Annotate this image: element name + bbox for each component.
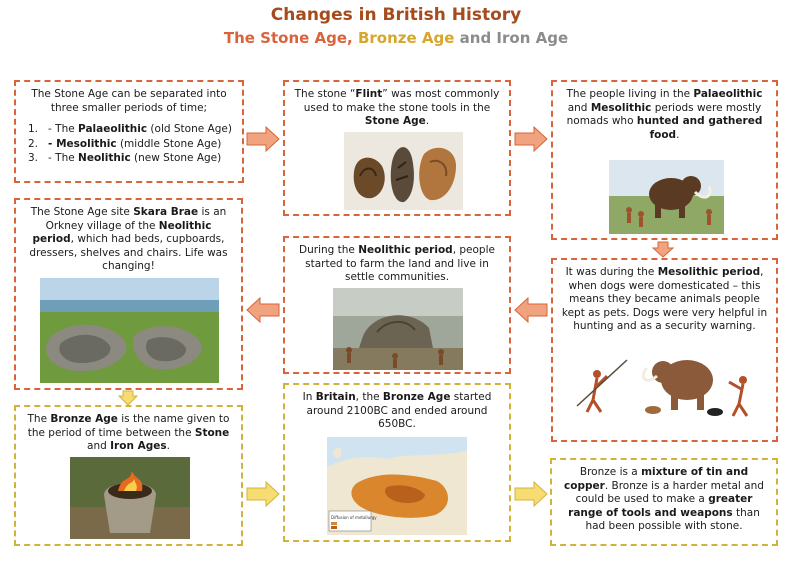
farming-text: During the Neolithic period, people started to farm the land and live in settle communities.: [299, 244, 495, 283]
subtitle-bronze-age: Bronze Age: [357, 29, 455, 47]
nomads-box: [551, 80, 778, 240]
period-name: Neolithic: [78, 152, 131, 164]
periods-intro: The Stone Age can be separated into three smaller periods of time;: [31, 88, 227, 114]
stone-age-periods-box: [14, 80, 244, 183]
flint-text: The stone “Flint” was most commonly used to make the stone tools in the Stone Age.: [294, 88, 500, 127]
skara-brae-text: The Stone Age site Skara Brae is an Orkney village of the Neolithic period, which had beds, cupboards, dressers, shelves and chairs. Life was changing!: [29, 206, 228, 272]
britain-bronze-age-box: [283, 383, 511, 542]
period-item-mesolithic: [28, 138, 234, 152]
period-item-palaeolithic: [28, 123, 234, 137]
arrow-right-icon: [246, 126, 280, 152]
nomads-text: The people living in the Palaeolithic and Mesolithic periods were mostly nomads who hunted and gathered food.: [566, 88, 763, 141]
flint-box: [283, 80, 511, 216]
arrow-right-icon: [514, 481, 548, 507]
period-item-neolithic: [28, 152, 234, 166]
period-number: 1.: [28, 123, 39, 135]
subtitle-stone-age: The Stone Age,: [223, 29, 358, 47]
bronze-mixture-box: [550, 458, 778, 546]
bronze-age-definition-box: [14, 405, 243, 546]
arrow-down-icon: [652, 241, 674, 258]
flint-tools-image: [344, 132, 463, 210]
period-prefix: - The: [48, 152, 79, 164]
neolithic-farming-box: [283, 236, 511, 374]
periods-list: [28, 123, 234, 166]
period-name: Mesolithic: [56, 137, 117, 150]
subtitle-iron-age: and Iron Age: [454, 29, 569, 47]
dogs-text: It was during the Mesolithic period, when dogs were domesticated – this means they became animals people kept as pets. Dogs were very helpful in hunting and as a security warning.: [561, 266, 768, 332]
arrow-left-icon: [246, 297, 280, 323]
mammoth-hunt-image: [609, 160, 724, 234]
period-description: (middle Stone Age): [116, 137, 222, 150]
period-number: 3.: [28, 152, 39, 164]
bronze-age-definition-text: The Bronze Age is the name given to the period of time between the Stone and Iron Ages.: [27, 413, 230, 452]
skara-brae-image: [40, 278, 219, 383]
period-description: (old Stone Age): [147, 123, 232, 135]
arrow-right-icon: [514, 126, 548, 152]
neolithic-settlement-image: [333, 288, 463, 370]
bronze-mixture-text: Bronze is a mixture of tin and copper. Bronze is a harder metal and could be used to make a greater range of tools and weapons than had been possible with stone.: [564, 466, 764, 532]
britain-text: In Britain, the Bronze Age started around 2100BC and ended around 650BC.: [302, 391, 492, 430]
arrow-left-icon: [514, 297, 548, 323]
period-name: Palaeolithic: [78, 123, 148, 135]
bronze-smelting-image: [70, 457, 190, 539]
hunting-with-dogs-image: [567, 346, 763, 432]
map-legend-title: Diffusion of metallurgy: [331, 515, 377, 520]
arrow-right-icon: [246, 481, 280, 507]
metallurgy-diffusion-map: [327, 437, 467, 535]
page-title: Changes in British History: [270, 5, 522, 25]
period-description: (new Stone Age): [130, 152, 222, 164]
skara-brae-box: [14, 198, 243, 390]
mesolithic-dogs-box: [551, 258, 778, 442]
period-number: 2.: [28, 137, 39, 150]
period-prefix: -: [48, 137, 57, 150]
arrow-down-icon: [118, 390, 138, 406]
page-subtitle: [0, 29, 792, 47]
period-prefix: - The: [48, 123, 79, 135]
